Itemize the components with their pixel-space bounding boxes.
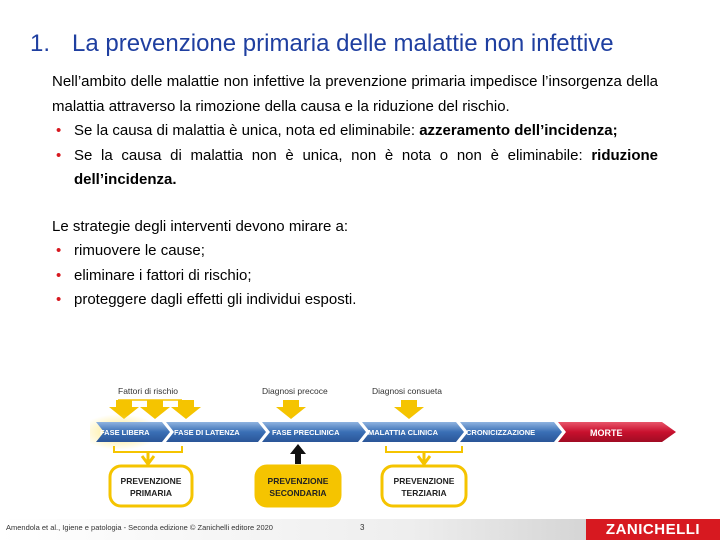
bullet-text: Se la causa di malattia è unica, nota ed eliminabile:: [74, 122, 420, 139]
strategy-item: [52, 239, 658, 264]
bullet-item: [52, 144, 658, 193]
bullet-bold: azzeramento dell’incidenza;: [419, 122, 618, 139]
box-prevenzione-secondaria: [256, 466, 340, 506]
bullet-text: Se la causa di malattia non è unica, non è nota o non è eliminabile:: [74, 146, 592, 164]
down-arrow-icon: [418, 452, 430, 464]
strategy-item: [52, 264, 658, 289]
box-line: PREVENZIONE: [267, 476, 329, 486]
down-arrow-icon: [171, 400, 201, 419]
title-text: La prevenzione primaria delle malattie non infettive: [72, 30, 614, 57]
bullet-item: [52, 119, 658, 144]
bullet-bold: riduzione dell’incidenza.: [74, 146, 658, 188]
box-prevenzione-primaria: [110, 466, 192, 506]
page-number: 3: [360, 523, 365, 532]
down-arrow-icon: [140, 400, 170, 419]
zanichelli-logo: ZANICHELLI: [586, 519, 720, 540]
box-line: TERZIARIA: [401, 488, 447, 498]
bullet-dot: •: [56, 242, 62, 259]
box-line: SECONDARIA: [269, 488, 327, 498]
phase-label: FASE DI LATENZA: [174, 428, 240, 437]
strategy-text: eliminare i fattori di rischio;: [74, 266, 252, 284]
title-number: 1.: [30, 30, 51, 57]
phase-label: MALATTIA CLINICA: [368, 428, 438, 437]
bullet-dot: •: [56, 146, 62, 164]
strategy-text: rimuovere le cause;: [74, 242, 205, 259]
bullet-dot: •: [56, 291, 62, 308]
phase-label: FASE PRECLINICA: [272, 428, 340, 437]
box-line: PREVENZIONE: [120, 476, 182, 486]
strategies-intro: Le strategie degli interventi devono mirare a:: [52, 217, 349, 235]
label-diagnosi-precoce: Diagnosi precoce: [262, 386, 328, 396]
bullet-dot: •: [56, 122, 62, 139]
phase-label: MORTE: [590, 428, 623, 438]
footer-credit: Amendola et al., Igiene e patologia - Seconda edizione © Zanichelli editore 2020: [6, 523, 273, 532]
disease-progression-diagram: [90, 380, 720, 520]
bullet-dot: •: [56, 266, 62, 284]
down-arrow-icon: [276, 400, 306, 419]
box-prevenzione-terziaria: [382, 466, 466, 506]
intro-paragraph: Nell’ambito delle malattie non infettive la prevenzione primaria impedisce l’insorgenza della malattia attraverso la rimozione della causa e la riduzione del rischio.: [52, 73, 658, 115]
up-arrow-icon: [290, 444, 306, 464]
footer: [0, 519, 720, 540]
down-arrow-icon: [394, 400, 424, 419]
strategy-text: proteggere dagli effetti gli individui esposti.: [74, 291, 357, 308]
body-text: [52, 70, 658, 313]
slide-title: [30, 30, 614, 58]
phase-label: FASE LIBERA: [100, 428, 150, 437]
strategy-item: [52, 288, 658, 313]
down-arrow-icon: [142, 452, 154, 464]
box-line: PREVENZIONE: [393, 476, 455, 486]
phase-label: CRONICIZZAZIONE: [466, 428, 536, 437]
label-fattori-di-rischio: Fattori di rischio: [118, 386, 178, 396]
label-diagnosi-consueta: Diagnosi consueta: [372, 386, 442, 396]
box-line: PRIMARIA: [129, 488, 173, 498]
